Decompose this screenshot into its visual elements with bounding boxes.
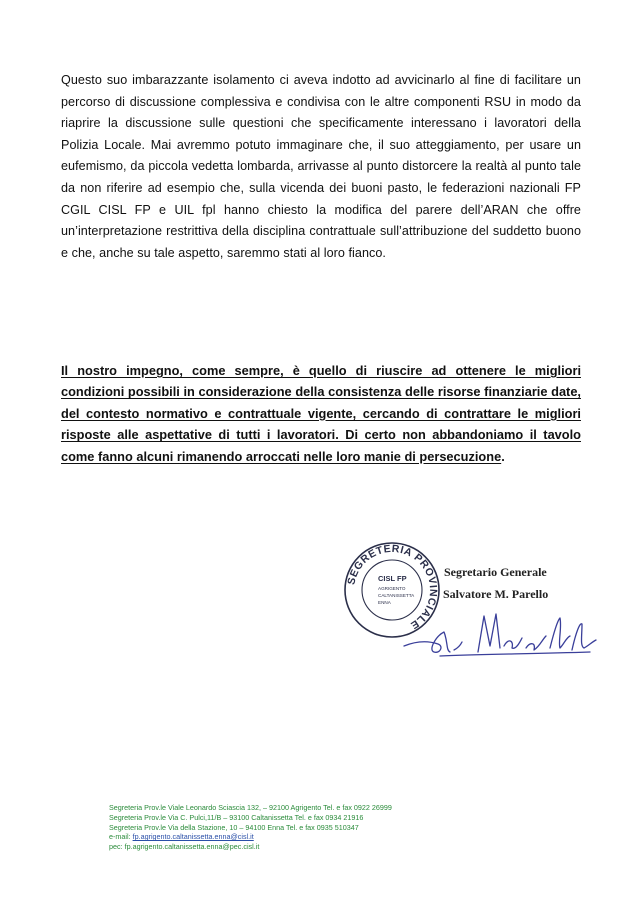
body-paragraph-2 — [61, 360, 581, 467]
footer-pec: pec: fp.agrigento.caltanissetta.enna@pec.cisl.it — [109, 842, 260, 852]
handwritten-signature — [400, 602, 600, 660]
signatory-title: Segretario Generale — [444, 565, 547, 579]
signatory-name: Salvatore M. Parello — [443, 587, 549, 601]
footer-email-label: e-mail: — [109, 832, 133, 842]
footer-address-caltanissetta: Segreteria Prov.le Via C. Pulci,11/B – 93100 Caltanissetta Tel. e fax 0934 21916 — [109, 812, 364, 822]
stamp-org-label: CISL FP — [378, 574, 407, 583]
body-paragraph-1: Questo suo imbarazzante isolamento ci aveva indotto ad avvicinarlo al fine di facilitare un percorso di discussione complessiva e condivisa con le altre componenti RSU in modo da riaprire la discussione sulle questioni che specificamente interessano i lavoratori della Polizia Locale. Mai avremmo potuto immaginare che, il suo atteggiamento, per usare un eufemismo, da piccola vedetta lombarda, arrivasse al punto distorcere la realtà al punto tale da non riferire ad esempio che, sulla vicenda dei buoni pasto, le federazioni nazionali FP CGIL CISL FP e UIL fpl hanno chiesto la modifica del parere dell’ARAN che offre un’interpretazione restrittiva della disciplina contrattuale sull’attribuzione del suddetto buono e che, anche su tale aspetto, saremmo stati al loro fianco. — [61, 73, 581, 260]
stamp-city-3: ENNA — [378, 600, 391, 605]
footer-email-link[interactable]: fp.agrigento.caltanissetta.enna@cisl.it — [132, 832, 254, 842]
stamp-city-1: AGRIGENTO — [378, 586, 406, 591]
body-paragraph-2-text: Il nostro impegno, come sempre, è quello di riuscire ad ottenere le migliori condizioni possibili in considerazione della consistenza delle risorse finanziarie date, del contesto normativo e contrattuale vigente, cercando di contrattare le migliori risposte alle aspettative di tutti i lavoratori. Di certo non abbandoniamo il tavolo come fanno alcuni rimanendo arroccati nelle loro manie di persecuzione — [61, 363, 581, 464]
footer-addresses — [109, 803, 529, 852]
body-paragraph-2-period: . — [501, 448, 505, 464]
footer-email-row — [109, 832, 529, 842]
stamp-ring-text: SEGRETERIA PROVINCIALE — [345, 542, 440, 632]
footer-address-agrigento: Segreteria Prov.le Viale Leonardo Sciascia 132, – 92100 Agrigento Tel. e fax 0922 26999 — [109, 803, 392, 812]
stamp-city-2: CALTANISSETTA — [378, 593, 415, 598]
footer-address-enna: Segreteria Prov.le Via della Stazione, 10 – 94100 Enna Tel. e fax 0935 510347 — [109, 822, 359, 832]
